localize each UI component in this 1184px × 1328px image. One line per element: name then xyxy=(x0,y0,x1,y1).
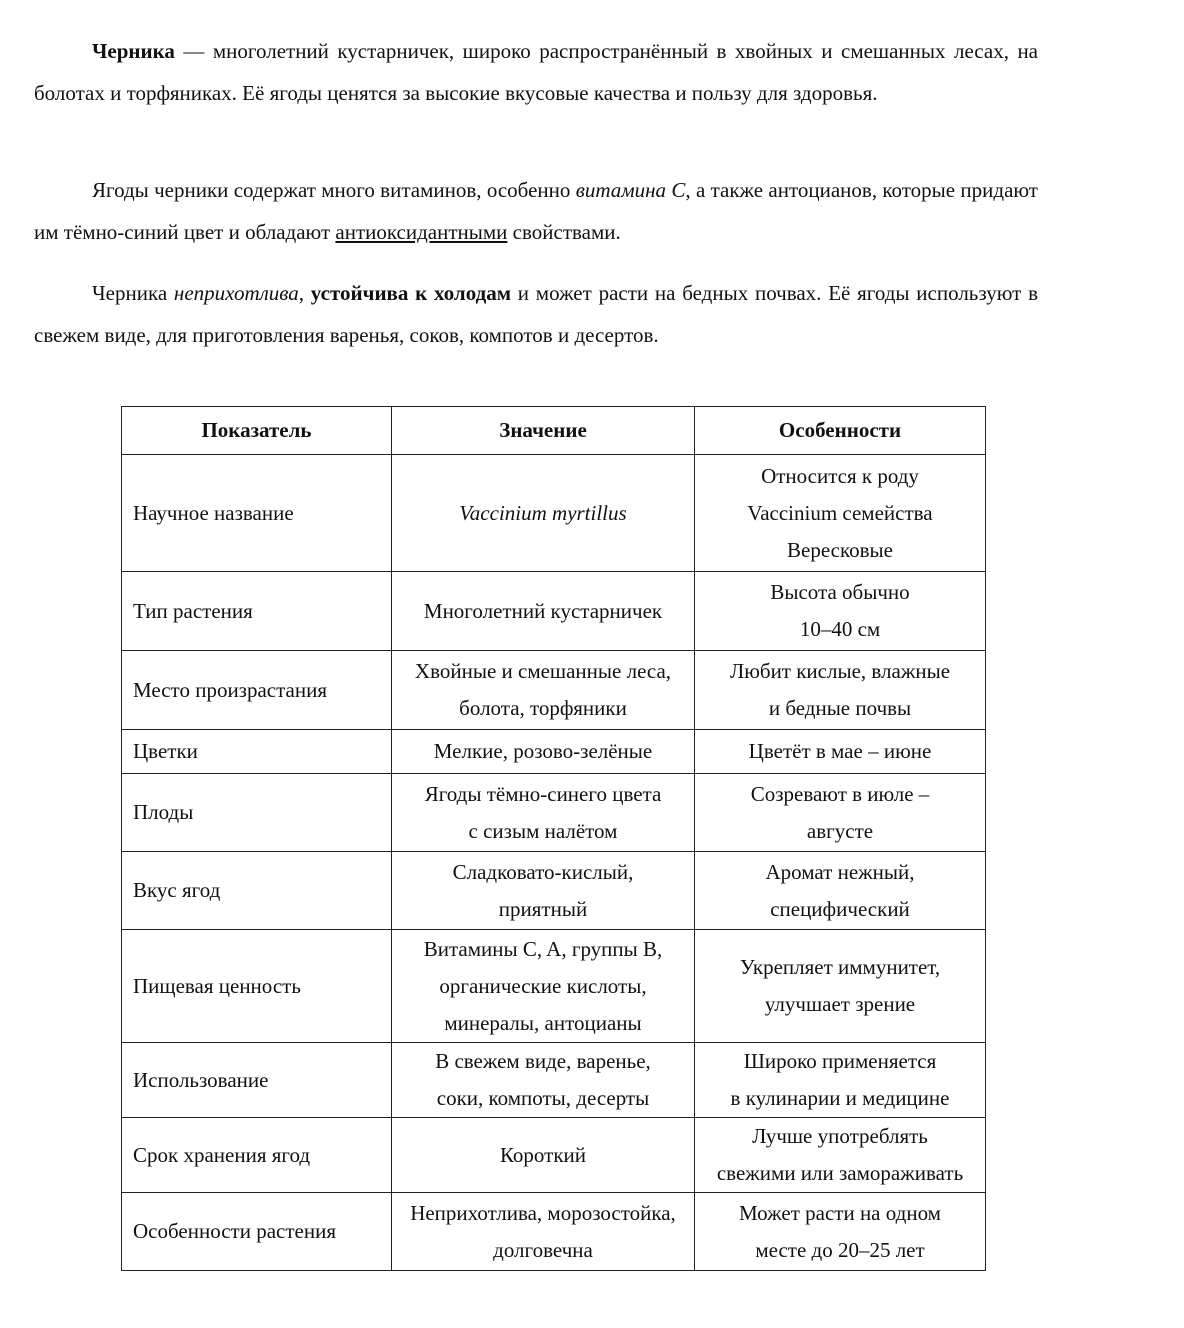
paragraph-properties xyxy=(34,272,1038,356)
cell-value xyxy=(392,774,695,852)
cell-line: Ягоды тёмно-синего цвета xyxy=(424,781,662,806)
cell-line: Vaccinium myrtillus xyxy=(459,500,627,525)
cell-line: Мелкие, розово-зелёные xyxy=(433,739,653,763)
cell-line: В свежем виде, варенье, xyxy=(435,1049,651,1073)
table-row xyxy=(122,651,986,730)
cell-line: с сизым налётом xyxy=(468,818,618,843)
table-row xyxy=(122,930,986,1043)
cell-value xyxy=(392,1193,695,1271)
cell-line: 10–40 см xyxy=(799,617,881,641)
table-row xyxy=(122,1193,986,1271)
cell-indicator: Особенности растения xyxy=(122,1193,392,1271)
column-header-indicator: Показатель xyxy=(122,407,392,455)
paragraph-text: свойствами. xyxy=(507,220,621,244)
table-row xyxy=(122,572,986,651)
cell-features xyxy=(695,455,986,572)
table-row xyxy=(122,730,986,774)
cell-line: соки, компоты, десерты xyxy=(436,1086,650,1110)
cell-line: органические кислоты, xyxy=(439,973,647,998)
cell-line: Может расти на одном xyxy=(739,1200,941,1225)
table-body xyxy=(122,455,986,1271)
cell-line: Любит кислые, влажные xyxy=(729,659,951,683)
cell-line: Вересковые xyxy=(787,537,893,562)
cell-value xyxy=(392,730,695,774)
cell-features xyxy=(695,774,986,852)
cell-line: Цветёт в мае – июне xyxy=(748,739,932,763)
cell-line: Сладковато-кислый, xyxy=(452,859,634,884)
cell-line: минералы, антоцианы xyxy=(444,1010,642,1035)
cell-line: августе xyxy=(806,818,874,843)
cell-indicator: Научное название xyxy=(122,455,392,572)
bold-text: устойчива к холодам xyxy=(310,281,512,305)
italic-text: неприхотлива xyxy=(173,281,299,305)
cell-indicator: Плоды xyxy=(122,774,392,852)
paragraph-text: Ягоды черники содержат много витаминов, особенно xyxy=(92,178,576,202)
column-header-features: Особенности xyxy=(695,407,986,455)
table-header-row xyxy=(122,407,986,455)
cell-features xyxy=(695,1118,986,1193)
table-row xyxy=(122,455,986,572)
blueberry-table xyxy=(121,406,986,1271)
table-row xyxy=(122,1043,986,1118)
cell-line: болота, торфяники xyxy=(459,696,627,720)
cell-features xyxy=(695,852,986,930)
cell-indicator: Место произрастания xyxy=(122,651,392,730)
cell-features xyxy=(695,572,986,651)
cell-line: и бедные почвы xyxy=(768,696,912,720)
cell-line: в кулинарии и медицине xyxy=(730,1086,950,1110)
cell-indicator: Тип растения xyxy=(122,572,392,651)
cell-value xyxy=(392,651,695,730)
paragraph-text: , xyxy=(298,281,311,305)
cell-value xyxy=(392,455,695,572)
cell-indicator: Пищевая ценность xyxy=(122,930,392,1043)
cell-line: Неприхотлива, морозостойка, xyxy=(410,1200,676,1225)
underlined-text: антиоксидантными xyxy=(335,220,508,244)
paragraph-text: и может расти на бедных почвах. Её ягоды используют в свежем виде, для приготовления варенья, соков, компотов и десертов. xyxy=(34,281,1039,347)
table-row xyxy=(122,1118,986,1193)
cell-line: Vaccinium семейства xyxy=(747,500,933,525)
cell-indicator: Использование xyxy=(122,1043,392,1118)
cell-line: Хвойные и смешанные леса, xyxy=(414,659,672,683)
paragraph-text: , а также антоцианов, которые придают им тёмно-синий цвет и обладают xyxy=(34,178,1038,244)
paragraph-text: — многолетний кустарничек, широко распространённый в хвойных и смешанных лесах, на болотах и торфяниках. Её ягоды ценятся за высокие вкусовые качества и пользу для здоровья. xyxy=(34,39,1038,105)
cell-value xyxy=(392,1043,695,1118)
cell-line: Созревают в июле – xyxy=(750,781,930,806)
cell-features xyxy=(695,730,986,774)
cell-line: долговечна xyxy=(493,1237,593,1262)
table-row xyxy=(122,774,986,852)
cell-line: улучшает зрение xyxy=(764,992,916,1016)
paragraph-intro xyxy=(34,30,1038,114)
cell-line: месте до 20–25 лет xyxy=(755,1237,925,1262)
cell-value xyxy=(392,930,695,1043)
cell-line: приятный xyxy=(498,896,588,921)
cell-features xyxy=(695,651,986,730)
cell-value xyxy=(392,852,695,930)
cell-line: Витамины C, A, группы B, xyxy=(423,936,663,961)
cell-line: Высота обычно xyxy=(770,580,910,604)
cell-line: Относится к роду xyxy=(761,463,919,488)
column-header-value: Значение xyxy=(392,407,695,455)
cell-features xyxy=(695,1193,986,1271)
cell-line: свежими или замораживать xyxy=(716,1161,964,1185)
cell-line: Многолетний кустарничек xyxy=(423,598,663,623)
cell-features xyxy=(695,1043,986,1118)
term-bold: Черника xyxy=(92,39,175,63)
cell-features xyxy=(695,930,986,1043)
italic-text: витамина С xyxy=(575,178,686,202)
paragraph-vitamins xyxy=(34,169,1038,253)
cell-indicator: Срок хранения ягод xyxy=(122,1118,392,1193)
cell-value xyxy=(392,1118,695,1193)
cell-line: Лучше употреблять xyxy=(752,1124,928,1148)
cell-indicator: Вкус ягод xyxy=(122,852,392,930)
cell-indicator: Цветки xyxy=(122,730,392,774)
cell-line: Укрепляет иммунитет, xyxy=(739,955,941,979)
cell-line: Короткий xyxy=(499,1142,587,1167)
paragraph-text: Черника xyxy=(92,281,174,305)
cell-line: Аромат нежный, xyxy=(765,859,915,884)
cell-value xyxy=(392,572,695,651)
cell-line: специфический xyxy=(770,896,910,921)
table-row xyxy=(122,852,986,930)
cell-line: Широко применяется xyxy=(743,1049,937,1073)
